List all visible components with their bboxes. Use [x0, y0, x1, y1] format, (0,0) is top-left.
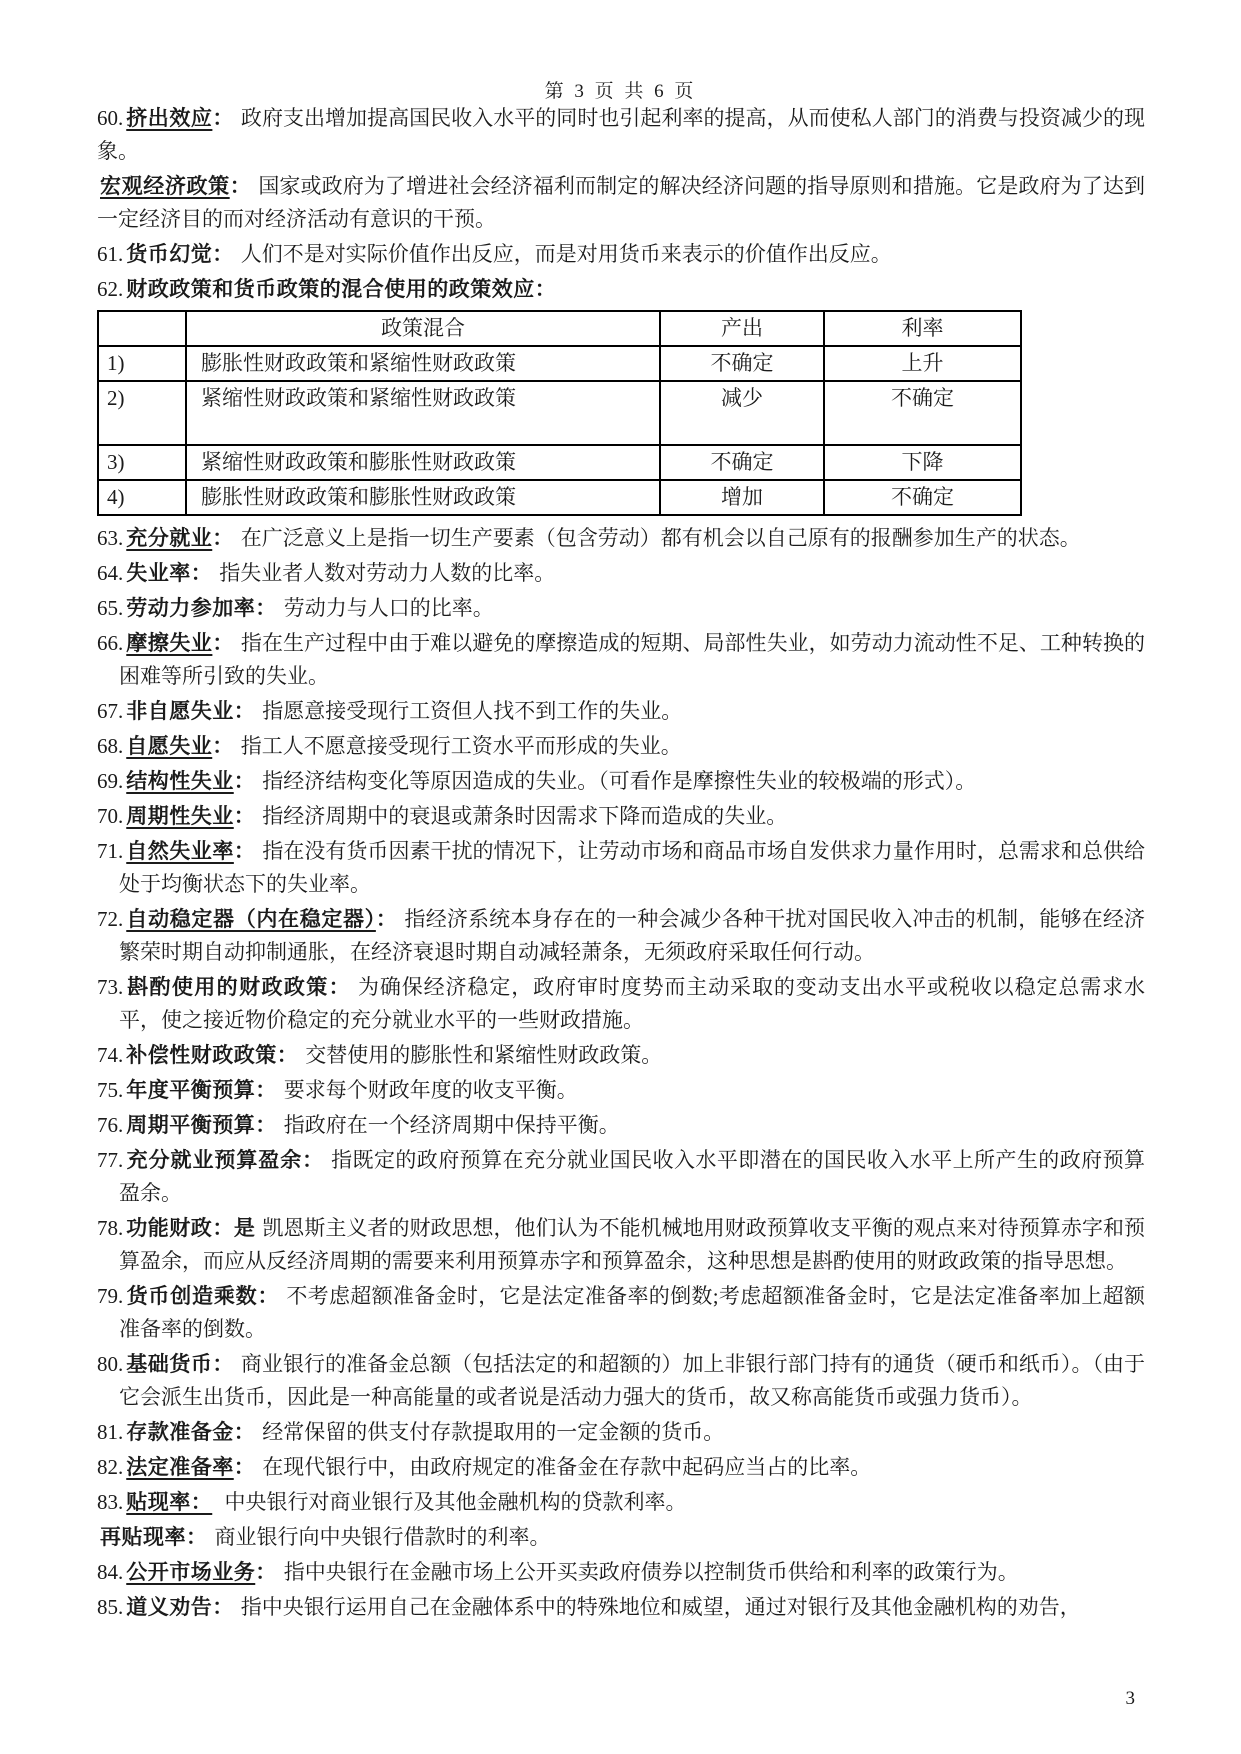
item-number: 75.: [97, 1078, 124, 1102]
item-number: 65.: [97, 596, 124, 620]
item-number: 72.: [97, 907, 124, 931]
item-term: 法定准备率: [126, 1456, 234, 1479]
definition-item: [97, 1591, 1145, 1624]
item-term: 失业率: [126, 562, 191, 585]
definition-item: [97, 1486, 1145, 1519]
definition-item: [97, 800, 1145, 833]
item-colon: ：: [233, 840, 256, 863]
definition-item: [97, 765, 1145, 798]
item-definition: 在现代银行中，由政府规定的准备金在存款中起码应当占的比率。: [262, 1455, 872, 1479]
item-definition: 国家或政府为了增进社会经济福利而制定的解决经济问题的指导原则和措施。它是政府为了达到一定经济目的而对经济活动有意识的干预。: [97, 174, 1146, 231]
policy-mix-cell: 膨胀性财政政策和膨胀性财政政策: [186, 480, 660, 515]
item-definition: 指政府在一个经济周期中保持平衡。: [283, 1113, 620, 1137]
item-definition: 凯恩斯主义者的财政思想，他们认为不能机械地用财政预算收支平衡的观点来对待预算赤字和预算盈余，而应从反经济周期的需要来利用预算赤字和预算盈余，这种思想是斟酌使用的财政政策的指导思想。: [119, 1216, 1145, 1273]
item-definition: 指失业者人数对劳动力人数的比率。: [219, 561, 556, 585]
item-term: 贴现率：: [126, 1491, 213, 1514]
item-number: 71.: [97, 839, 124, 863]
item-definition: 商业银行向中央银行借款时的利率。: [214, 1525, 551, 1549]
definition-item: [97, 1348, 1145, 1414]
definition-item: [97, 1451, 1145, 1484]
interest-rate-cell: 上升: [824, 346, 1021, 381]
item-colon: ：: [255, 597, 277, 620]
item-term: 财政政策和货币政策的混合使用的政策效应：: [126, 278, 557, 301]
item-number: 68.: [97, 734, 124, 758]
item-colon: ：: [255, 1561, 277, 1584]
policy-mix-cell: 膨胀性财政政策和紧缩性财政政策: [186, 346, 660, 381]
item-definition: 指中央银行运用自己在金融体系中的特殊地位和威望，通过对银行及其他金融机构的劝告，: [240, 1595, 1081, 1619]
item-number: 64.: [97, 561, 124, 585]
item-colon: ：: [229, 175, 252, 198]
item-term: 非自愿失业: [126, 700, 234, 723]
item-term: 充分就业预算盈余: [126, 1149, 303, 1172]
item-term: 自然失业率: [126, 840, 234, 863]
item-term: 货币创造乘数: [126, 1285, 258, 1308]
item-definition: 不考虑超额准备金时，它是法定准备率的倒数;考虑超额准备金时，它是法定准备率加上超额准备率的倒数。: [119, 1284, 1145, 1341]
item-term: 补偿性财政政策: [126, 1044, 277, 1067]
item-number: 81.: [97, 1420, 124, 1444]
item-definition: 指经济系统本身存在的一种会减少各种干扰对国民收入冲击的机制，能够在经济繁荣时期自动抑制通胀，在经济衰退时期自动减轻萧条，无须政府采取任何行动。: [119, 907, 1146, 964]
output-cell: 不确定: [660, 346, 824, 381]
item-colon: ：: [255, 1079, 277, 1102]
definition-item: [97, 592, 1145, 625]
definition-item: [97, 522, 1145, 555]
item-term: 挤出效应: [126, 107, 213, 130]
definition-item: [97, 238, 1145, 271]
item-term: 充分就业: [126, 527, 213, 550]
item-colon: ：: [212, 1596, 234, 1619]
interest-rate-cell: 不确定: [824, 480, 1021, 515]
definition-item: [97, 1556, 1145, 1589]
item-number: 62.: [97, 277, 124, 301]
item-number: 83.: [97, 1490, 124, 1514]
table-header-row: [98, 311, 1021, 346]
item-colon: ：: [233, 1456, 256, 1479]
definition-item: [97, 1074, 1145, 1107]
definition-item: [97, 1144, 1145, 1210]
item-term: 周期平衡预算: [126, 1114, 256, 1137]
definitions-list-top: [97, 102, 1145, 306]
definition-item: [97, 1109, 1145, 1142]
item-definition: 经常保留的供支付存款提取用的一定金额的货币。: [262, 1420, 725, 1444]
item-colon: ：: [212, 735, 234, 758]
definition-item: [97, 695, 1145, 728]
output-cell: 减少: [660, 381, 824, 445]
item-number: 63.: [97, 526, 124, 550]
item-colon: ：: [302, 1149, 325, 1172]
item-definition: 要求每个财政年度的收支平衡。: [283, 1078, 578, 1102]
item-number: 61.: [97, 242, 124, 266]
output-cell: 不确定: [660, 445, 824, 480]
table-row: [98, 346, 1021, 381]
item-number: 70.: [97, 804, 124, 828]
item-colon: ：: [233, 770, 256, 793]
item-colon: ：: [212, 1353, 234, 1376]
item-definition: 劳动力与人口的比率。: [283, 596, 494, 620]
item-colon: ：: [212, 527, 234, 550]
item-number: 76.: [97, 1113, 124, 1137]
item-colon: ：: [328, 976, 351, 999]
item-term: 周期性失业: [126, 805, 234, 828]
definition-item: [97, 102, 1145, 168]
item-number: 85.: [97, 1595, 124, 1619]
item-number: 78.: [97, 1216, 124, 1240]
page-content: [97, 102, 1145, 1626]
item-colon: ：: [212, 632, 234, 655]
item-colon: ：: [233, 1421, 256, 1444]
item-term: 年度平衡预算: [126, 1079, 256, 1102]
row-index-cell: 4): [98, 480, 186, 515]
item-number: 74.: [97, 1043, 124, 1067]
definition-item: [97, 627, 1145, 693]
interest-rate-cell: 不确定: [824, 381, 1021, 445]
item-number: 80.: [97, 1352, 124, 1376]
item-term: 功能财政：是: [126, 1217, 256, 1240]
item-colon: ：: [255, 1114, 277, 1137]
item-number: 79.: [97, 1284, 124, 1308]
item-definition: 为确保经济稳定，政府审时度势而主动采取的变动支出水平或税收以稳定总需求水平，使之接近物价稳定的充分就业水平的一些财政措施。: [119, 975, 1146, 1032]
item-term: 货币幻觉: [126, 243, 213, 266]
item-definition: 人们不是对实际价值作出反应，而是对用货币来表示的价值作出反应。: [240, 242, 892, 266]
policy-mix-table: [97, 310, 1022, 516]
definition-item: [97, 1212, 1145, 1278]
table-row: [98, 445, 1021, 480]
item-colon: ：: [276, 1044, 299, 1067]
item-definition: 指工人不愿意接受现行工资水平而形成的失业。: [240, 734, 682, 758]
item-number: 73.: [97, 975, 124, 999]
item-definition: 指在生产过程中由于难以避免的摩擦造成的短期、局部性失业，如劳动力流动性不足、工种转换的困难等所引致的失业。: [119, 631, 1146, 688]
table-row: [98, 480, 1021, 515]
item-term: 道义劝告: [126, 1596, 213, 1619]
item-term: 自动稳定器（内在稳定器）: [126, 908, 376, 931]
item-number: 69.: [97, 769, 124, 793]
row-index-cell: 2): [98, 381, 186, 445]
item-term: 宏观经济政策: [100, 175, 230, 198]
item-colon: ：: [186, 1526, 208, 1549]
item-definition: 在广泛意义上是指一切生产要素（包含劳动）都有机会以自己原有的报酬参加生产的状态。: [240, 526, 1081, 550]
definition-item: [97, 170, 1145, 236]
definition-item: [97, 1280, 1145, 1346]
definitions-list-bottom: [97, 522, 1145, 1624]
definition-item: [97, 1416, 1145, 1449]
page-header: 第 3 页 共 6 页: [544, 81, 697, 102]
definition-item: [97, 903, 1145, 969]
item-term: 自愿失业: [126, 735, 213, 758]
item-colon: ：: [233, 700, 256, 723]
table-header-blank: [98, 311, 186, 346]
table-row: [98, 381, 1021, 445]
item-colon: ：: [233, 805, 256, 828]
definition-item: [97, 557, 1145, 590]
row-index-cell: 1): [98, 346, 186, 381]
definition-item: [97, 835, 1145, 901]
definition-item: [97, 1039, 1145, 1072]
output-cell: 增加: [660, 480, 824, 515]
item-number: 77.: [97, 1148, 124, 1172]
item-term: 再贴现率: [100, 1526, 186, 1549]
definition-item: [97, 1521, 1145, 1554]
item-colon: ：: [375, 908, 398, 931]
item-colon: ：: [212, 107, 234, 130]
item-definition: 政府支出增加提高国民收入水平的同时也引起利率的提高，从而使私人部门的消费与投资减少的现象。: [97, 106, 1146, 163]
definition-item: [97, 273, 1145, 306]
item-term: 公开市场业务: [126, 1561, 256, 1584]
item-number: 60.: [97, 106, 124, 130]
item-definition: 指愿意接受现行工资但人找不到工作的失业。: [262, 699, 683, 723]
item-number: 66.: [97, 631, 124, 655]
item-term: 基础货币: [126, 1353, 213, 1376]
item-number: 84.: [97, 1560, 124, 1584]
item-colon: ：: [212, 243, 234, 266]
definition-item: [97, 971, 1145, 1037]
table-header-interest-rate: 利率: [824, 311, 1021, 346]
item-definition: 指经济结构变化等原因造成的失业。（可看作是摩擦性失业的较极端的形式）。: [262, 769, 977, 793]
policy-mix-cell: 紧缩性财政政策和紧缩性财政政策: [186, 381, 660, 445]
item-definition: 指中央银行在金融市场上公开买卖政府债券以控制货币供给和利率的政策行为。: [283, 1560, 1019, 1584]
item-definition: 中央银行对商业银行及其他金融机构的贷款利率。: [219, 1490, 687, 1514]
item-term: 劳动力参加率: [126, 597, 256, 620]
item-term: 斟酌使用的财政政策: [126, 976, 329, 999]
item-term: 摩擦失业: [126, 632, 213, 655]
definition-item: [97, 730, 1145, 763]
item-definition: 交替使用的膨胀性和紧缩性财政政策。: [305, 1043, 663, 1067]
item-number: 67.: [97, 699, 124, 723]
item-number: 82.: [97, 1455, 124, 1479]
item-term: 存款准备金: [126, 1421, 234, 1444]
row-index-cell: 3): [98, 445, 186, 480]
item-colon: ：: [257, 1285, 280, 1308]
item-colon: ：: [190, 562, 213, 585]
interest-rate-cell: 下降: [824, 445, 1021, 480]
page-number: 3: [1125, 1688, 1135, 1709]
item-definition: 指在没有货币因素干扰的情况下，让劳动市场和商品市场自发供求力量作用时，总需求和总供给处于均衡状态下的失业率。: [119, 839, 1145, 896]
item-term: 结构性失业: [126, 770, 234, 793]
item-definition: 商业银行的准备金总额（包括法定的和超额的）加上非银行部门持有的通货（硬币和纸币）。（由于它会派生出货币，因此是一种高能量的或者说是活动力强大的货币，故又称高能货币或强力货币）。: [119, 1352, 1146, 1409]
table-header-policy-mix: 政策混合: [186, 311, 660, 346]
table-header-output: 产出: [660, 311, 824, 346]
item-definition: 指经济周期中的衰退或萧条时因需求下降而造成的失业。: [262, 804, 788, 828]
item-definition: 指既定的政府预算在充分就业国民收入水平即潜在的国民收入水平上所产生的政府预算盈余。: [119, 1148, 1146, 1205]
policy-mix-cell: 紧缩性财政政策和膨胀性财政政策: [186, 445, 660, 480]
